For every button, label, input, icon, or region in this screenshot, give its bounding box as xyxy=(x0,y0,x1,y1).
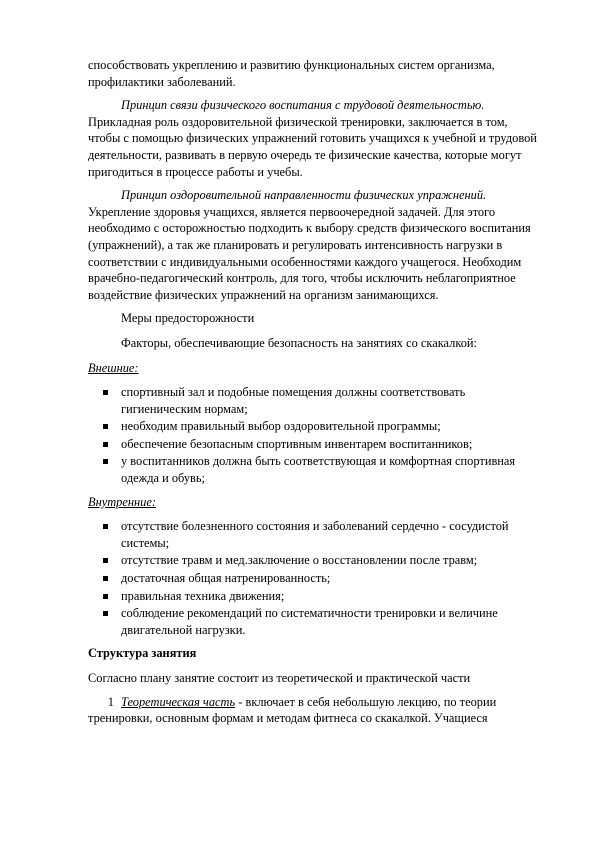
bullet-icon xyxy=(103,576,108,581)
principle-title-health: Принцип оздоровительной направленности физических упражнений. xyxy=(121,188,487,203)
list-item-text: правильная техника движения; xyxy=(121,588,285,603)
internal-factors-list xyxy=(88,518,543,638)
list-item xyxy=(88,518,543,551)
list-item-text: обеспечение безопасным спортивным инвентарем воспитанников; xyxy=(121,436,473,451)
bullet-icon xyxy=(103,611,108,616)
list-item xyxy=(88,453,543,486)
bullet-icon xyxy=(103,558,108,563)
bullet-icon xyxy=(103,424,108,429)
structure-heading: Структура занятия xyxy=(88,646,197,661)
list-item xyxy=(88,552,543,569)
safety-heading: Меры предосторожности xyxy=(121,311,255,326)
external-factors-label: Внешние: xyxy=(88,360,139,375)
item-number: 1 xyxy=(107,694,114,709)
list-item-text: отсутствие травм и мед.заключение о восстановлении после травм; xyxy=(121,553,478,568)
list-item-text: достаточная общая натренированность; xyxy=(121,571,331,586)
bullet-icon xyxy=(103,524,108,529)
list-item-text: у воспитанников должна быть соответствующая и комфортная спортивная одежда и обувь; xyxy=(121,454,516,486)
list-item xyxy=(88,605,543,638)
list-item xyxy=(88,384,543,417)
item-text: - включает в себя небольшую лекцию, по теории тренировки, основным формам и методам фитнеса со скакалкой. Учащиеся xyxy=(88,694,497,726)
structure-text: Согласно плану занятие состоит из теоретической и практической части xyxy=(88,671,471,685)
principle-text-health: Укрепление здоровья учащихся, является первоочередной задачей. Для этого необходимо с осторожностью подходить к выбору средств физического воспитания (упражнений), а так же планировать и регулировать интенсивность нагрузки в соответствии с индивидуальными особенностями каждого учащегося. Необходим врачебно-педагогический контроль, для того, чтобы исключить неблагоприятное воздействие физических упражнений на организм занимающихся. xyxy=(88,204,531,302)
principle-text-labor: Прикладная роль оздоровительной физической тренировки, заключается в том, чтобы с помощью физических упражнений готовить учащихся к учебной и трудовой деятельности, развивать в первую очередь те физические качества, которые могут пригодиться в процессе работы и учебы. xyxy=(88,114,537,179)
bullet-icon xyxy=(103,442,108,447)
list-item xyxy=(88,418,543,435)
item-title: Теоретическая часть xyxy=(121,694,236,709)
list-item-text: отсутствие болезненного состояния и заболеваний сердечно - сосудистой системы; xyxy=(121,519,509,550)
list-item xyxy=(88,588,543,605)
list-item-text: соблюдение рекомендаций по систематичности тренировки и величине двигательной нагрузки. xyxy=(121,606,498,637)
paragraph-intro: способствовать укреплению и развитию функциональных систем организма, профилактики заболеваний. xyxy=(88,58,495,89)
list-item-text: необходим правильный выбор оздоровительной программы; xyxy=(121,419,441,434)
bullet-icon xyxy=(103,594,108,599)
bullet-icon xyxy=(103,459,108,464)
factors-line: Факторы, обеспечивающие безопасность на занятиях со скакалкой: xyxy=(121,335,477,350)
numbered-item-theory xyxy=(88,694,543,727)
list-item xyxy=(88,436,543,453)
paragraph-labor-principle xyxy=(88,97,543,180)
list-item xyxy=(88,570,543,587)
bullet-icon xyxy=(103,390,108,395)
list-item-text: спортивный зал и подобные помещения должны соответствовать гигиеническим нормам; xyxy=(121,385,466,416)
external-factors-list xyxy=(88,384,543,487)
internal-factors-label: Внутренние: xyxy=(88,494,156,509)
document-page xyxy=(88,57,543,734)
paragraph-health-principle xyxy=(88,187,543,303)
principle-title-labor: Принцип связи физического воспитания с трудовой деятельностью. xyxy=(121,98,485,113)
